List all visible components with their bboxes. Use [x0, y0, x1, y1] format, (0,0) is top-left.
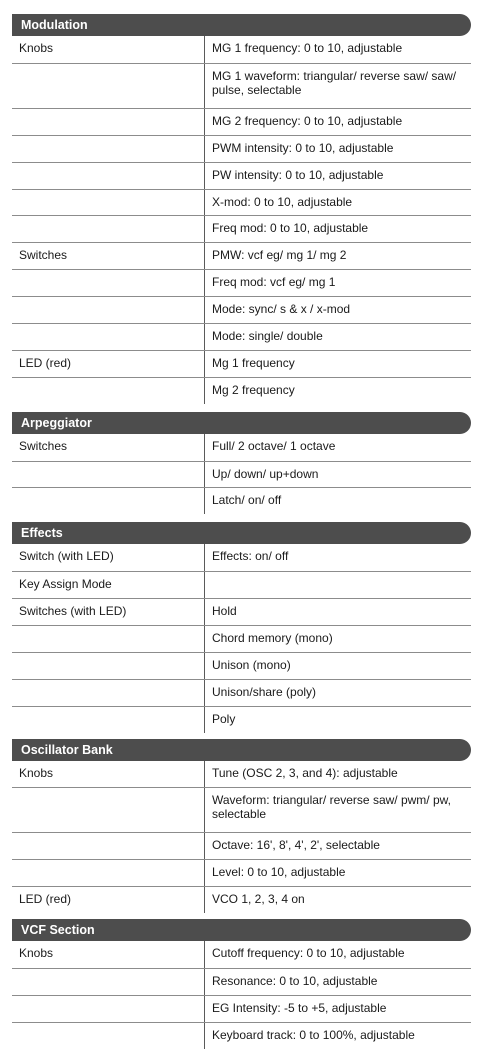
spec-row	[12, 544, 471, 571]
spec-row	[12, 242, 471, 269]
spec-value: Cutoff frequency: 0 to 10, adjustable	[204, 941, 471, 968]
spec-row	[12, 859, 471, 886]
spec-value: Freq mod: 0 to 10, adjustable	[204, 216, 471, 242]
spec-row	[12, 461, 471, 488]
spec-value: Chord memory (mono)	[204, 626, 471, 652]
spec-row	[12, 941, 471, 968]
spec-value: Freq mod: vcf eg/ mg 1	[204, 270, 471, 296]
section-header: Oscillator Bank	[12, 739, 471, 761]
spec-value: Unison/share (poly)	[204, 680, 471, 706]
spec-label	[12, 109, 204, 135]
spec-value: Level: 0 to 10, adjustable	[204, 860, 471, 886]
spec-row	[12, 189, 471, 216]
spec-value: Latch/ on/ off	[204, 488, 471, 514]
spec-label: Switches (with LED)	[19, 604, 127, 619]
spec-row	[12, 1022, 471, 1049]
spec-row	[12, 108, 471, 135]
spec-table	[12, 14, 471, 1049]
spec-label: LED (red)	[19, 355, 72, 370]
spec-row	[12, 679, 471, 706]
spec-label	[12, 270, 204, 296]
spec-label	[12, 788, 204, 832]
spec-label: Switches	[19, 438, 68, 453]
spec-value: Mg 2 frequency	[204, 378, 471, 404]
spec-value: Waveform: triangular/ reverse saw/ pwm/ pw, selectable	[204, 788, 471, 832]
spec-label: Knobs	[19, 946, 54, 961]
spec-label	[12, 653, 204, 679]
spec-row	[12, 787, 471, 832]
spec-value: Keyboard track: 0 to 100%, adjustable	[204, 1023, 471, 1049]
section-header: VCF Section	[12, 919, 471, 941]
spec-row	[12, 269, 471, 296]
spec-row	[12, 652, 471, 679]
spec-value: Full/ 2 octave/ 1 octave	[204, 434, 471, 461]
spec-label	[12, 136, 204, 162]
spec-value: Mg 1 frequency	[204, 351, 471, 377]
spec-row	[12, 598, 471, 625]
spec-row	[12, 162, 471, 189]
spec-value: VCO 1, 2, 3, 4 on	[204, 887, 471, 913]
spec-value: Hold	[204, 599, 471, 625]
spec-row	[12, 886, 471, 913]
spec-label	[12, 833, 204, 859]
spec-row	[12, 135, 471, 162]
spec-row	[12, 995, 471, 1022]
spec-row	[12, 434, 471, 461]
spec-row	[12, 350, 471, 377]
spec-value: MG 1 frequency: 0 to 10, adjustable	[204, 36, 471, 63]
spec-row	[12, 36, 471, 63]
spec-row	[12, 487, 471, 514]
spec-label	[12, 860, 204, 886]
spec-label	[12, 378, 204, 404]
spec-value	[204, 572, 471, 598]
spec-value: Resonance: 0 to 10, adjustable	[204, 969, 471, 995]
spec-value: Poly	[204, 707, 471, 733]
spec-row	[12, 832, 471, 859]
spec-label	[12, 297, 204, 323]
section-header: Modulation	[12, 14, 471, 36]
spec-label	[12, 324, 204, 350]
spec-label	[12, 64, 204, 108]
spec-label: Switches	[19, 248, 68, 263]
spec-row	[12, 323, 471, 350]
spec-label	[12, 996, 204, 1022]
spec-label	[12, 1023, 204, 1049]
spec-label	[12, 680, 204, 706]
spec-value: Mode: single/ double	[204, 324, 471, 350]
spec-value: PWM intensity: 0 to 10, adjustable	[204, 136, 471, 162]
spec-label: LED (red)	[19, 892, 72, 907]
spec-row	[12, 296, 471, 323]
spec-value: MG 1 waveform: triangular/ reverse saw/ saw/ pulse, selectable	[204, 64, 471, 108]
spec-value: PW intensity: 0 to 10, adjustable	[204, 163, 471, 189]
spec-row	[12, 968, 471, 995]
spec-row	[12, 377, 471, 404]
spec-label	[12, 626, 204, 652]
spec-row	[12, 761, 471, 788]
spec-label	[12, 163, 204, 189]
spec-label: Knobs	[19, 765, 54, 780]
spec-value: Unison (mono)	[204, 653, 471, 679]
spec-value: Tune (OSC 2, 3, and 4): adjustable	[204, 761, 471, 788]
spec-value: Octave: 16', 8', 4', 2', selectable	[204, 833, 471, 859]
spec-label: Knobs	[19, 41, 54, 55]
spec-label	[12, 707, 204, 733]
spec-label	[12, 969, 204, 995]
spec-label	[12, 190, 204, 216]
spec-label: Key Assign Mode	[19, 577, 112, 592]
section-header: Arpeggiator	[12, 412, 471, 434]
spec-row	[12, 625, 471, 652]
spec-row	[12, 706, 471, 733]
spec-value: Up/ down/ up+down	[204, 462, 471, 488]
spec-value: PMW: vcf eg/ mg 1/ mg 2	[204, 243, 471, 269]
spec-value: Effects: on/ off	[204, 544, 471, 571]
section-header: Effects	[12, 522, 471, 544]
spec-label	[12, 488, 204, 514]
spec-value: Mode: sync/ s & x / x-mod	[204, 297, 471, 323]
spec-row	[12, 215, 471, 242]
spec-label: Switch (with LED)	[19, 549, 114, 564]
spec-row	[12, 571, 471, 598]
spec-value: MG 2 frequency: 0 to 10, adjustable	[204, 109, 471, 135]
spec-row	[12, 63, 471, 108]
spec-label	[12, 216, 204, 242]
spec-label	[12, 462, 204, 488]
spec-value: X-mod: 0 to 10, adjustable	[204, 190, 471, 216]
spec-value: EG Intensity: -5 to +5, adjustable	[204, 996, 471, 1022]
